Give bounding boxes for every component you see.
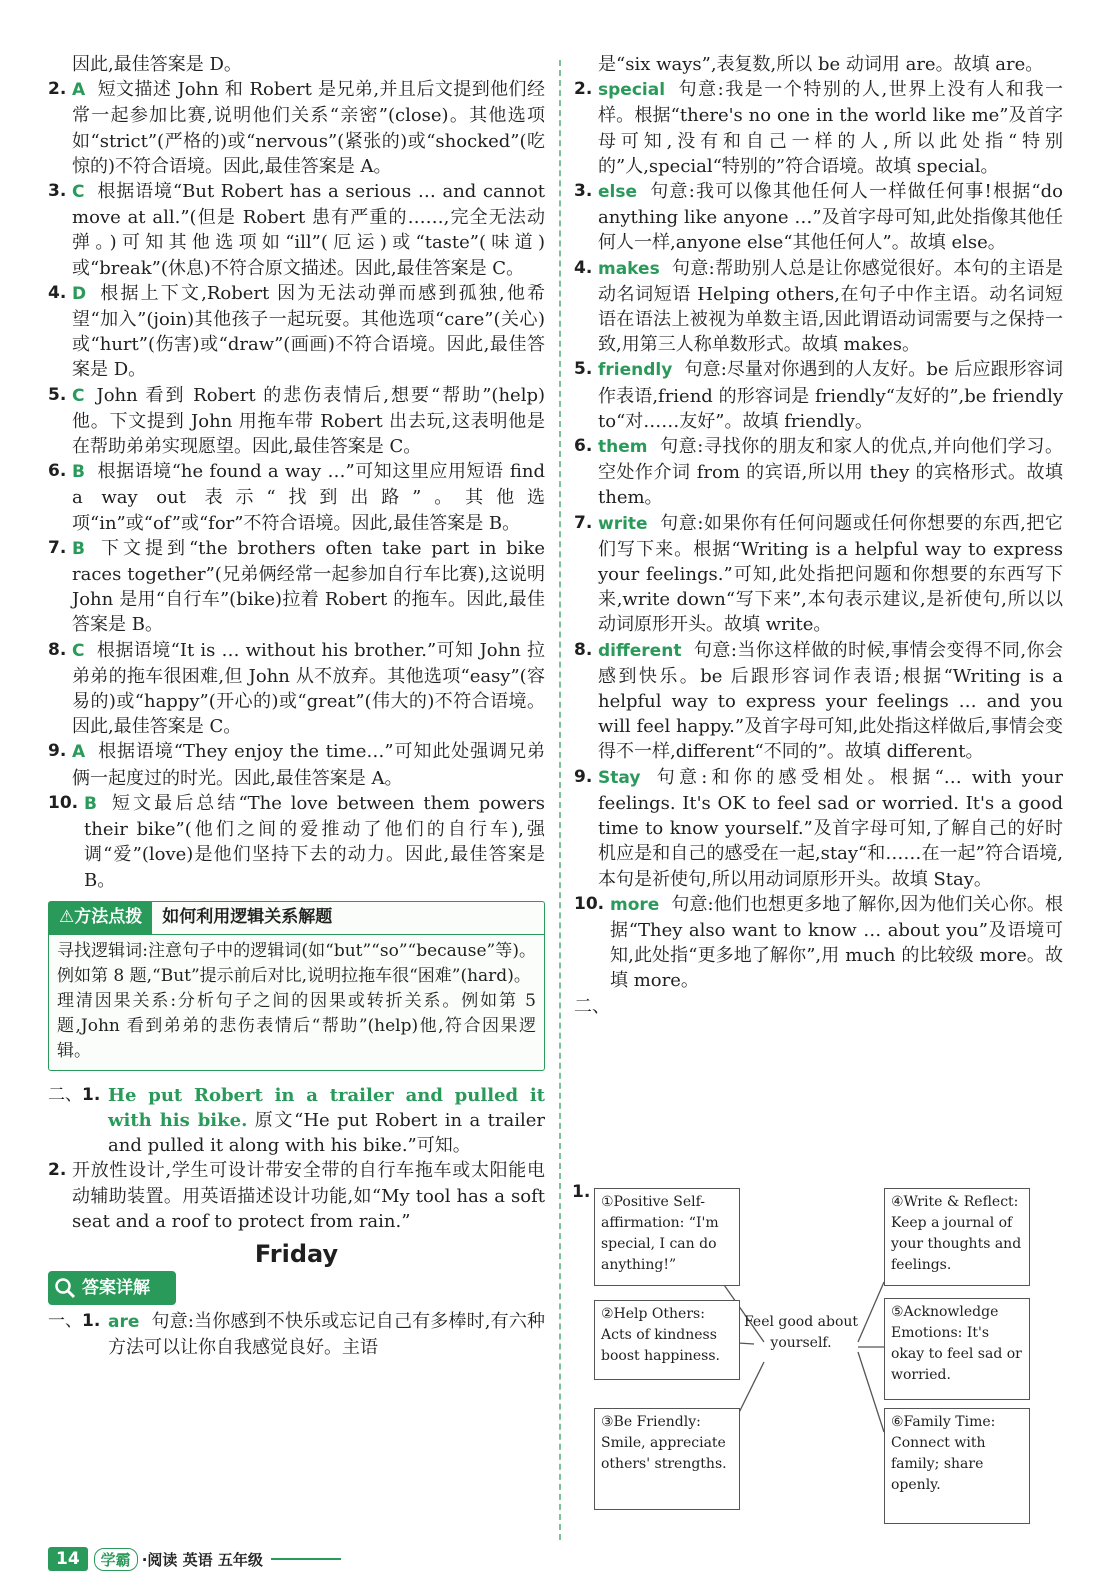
answer-letter: C [72, 182, 85, 203]
friday-item-1: 一、1. are 句意:当你感到不快乐或忘记自己有多棒时,有六种方法可以让你自我感觉良好。主语 [48, 1311, 545, 1359]
answer-item-r4: 4. makes 句意:帮助别人总是让你感觉很好。本句的主语是动名词短语 Helping others,在句子中作主语。动名词短语在语法上被视为单数主语,因此谓语动词需要与之保持一致,用第三人称单数形式。故填 makes。 [574, 257, 1063, 356]
mind-map-number: 1. [572, 1182, 591, 1202]
answer-letter: A [72, 742, 86, 763]
explanation: 句意:帮助别人总是让你感觉很好。本句的主语是动名词短语 Helping others,在句子中作主语。动名词短语在语法上被视为单数主语,因此谓语动词需要与之保持一致,用第三人称单数形式。故填 makes。 [598, 257, 1063, 356]
answer-item-r3: 3. else 句意:我可以像其他任何人一样做任何事!根据“do anything like anyone …”及首字母可知,此处指像其他任何人一样,anyone else“其他任何人”。故填 else。 [574, 181, 1063, 254]
book-title: ·阅读 英语 五年级 [141, 1550, 263, 1569]
answer-item-r10: 10. more 句意:他们也想更多地了解你,因为他们关心你。根据“They also want to know … about you”及语境可知,此处指“更多地了解你”,用 much 的比较级 more。故填 more。 [574, 893, 1063, 992]
explanation: 句意:和你的感受相处。根据“… with your feelings. It's OK to feel sad or worried. It's a good time to know yourself.”及首字母可知,了解自己的好时机应是和自己的感受在一起,stay“和……在一起”符合语境,本句是祈使句,所以用动词原形开头。故填 Stay。 [598, 766, 1063, 890]
explanation: 根据语境“They enjoy the time…”可知此处强调兄弟俩一起度过的时光。因此,最佳答案是 A。 [72, 741, 545, 789]
tip-body [49, 935, 544, 1070]
answer-letter: D [72, 283, 87, 304]
answer-item-r7: 7. write 句意:如果你有任何问题或任何你想要的东西,把它们写下来。根据“Writing is a helpful way to express your feelings.”可知,此处指把问题和你想要的东西写下来,write down“写下来”,本句表示建议,是祈使句,所以以动词原形开头。故填 write。 [574, 512, 1063, 636]
answer-word: makes [598, 258, 660, 279]
answer-word: them [598, 437, 648, 458]
tip-badge: ⚠方法点拨 [49, 902, 152, 934]
answer-letter: B [84, 793, 97, 814]
answer-item-r5: 5. friendly 句意:尽量对你遇到的人友好。be 后应跟形容词作表语,friend 的形容词是 friendly“友好的”,be friendly to“对……友好”。故填 friendly。 [574, 359, 1063, 432]
part2-explanation: 原文“He put Robert in a trailer and pulled it along with his bike.”可知。 [108, 1109, 545, 1157]
part2-item-1: 二、1. He put Robert in a trailer and pulled it with his bike. 原文“He put Robert in a trailer and pulled it along with his bike.”可知。 [48, 1084, 545, 1157]
left-column [48, 52, 545, 1361]
method-tip-box [48, 901, 545, 1071]
explanation: 句意:我可以像其他任何人一样做任何事!根据“do anything like anyone …”及首字母可知,此处指像其他任何人一样,anyone else“其他任何人”。故填 else。 [598, 181, 1063, 254]
mind-map-box-5: ⑤Acknowledge Emotions: It's okay to feel sad or worried. [884, 1298, 1030, 1400]
explanation: 句意:当你这样做的时候,事情会变得不同,你会感到快乐。be 后跟形容词作表语;根据“Writing is a helpful way to express your feelings … and you will feel happy.”及首字母可知,此处指这样做后,事情会变得不一样,different“不同的”。故填 different。 [598, 639, 1063, 763]
tip-paragraph-1: 寻找逻辑词:注意句子中的逻辑词(如“but”“so”“because”等)。例如第 8 题,“But”提示前后对比,说明拉拖车很“困难”(hard)。 [57, 940, 536, 986]
answer-letter: B [72, 538, 85, 559]
explanation: 根据语境“But Robert has a serious … and cannot move at all.”(但是 Robert 患有严重的……,完全无法动弹。)可知其他选项如“ill”(厄运)或“taste”(味道)或“break”(休息)不符合原文描述。因此,最佳答案是 C。 [72, 181, 545, 279]
answer-detail-label: 答案详解 [82, 1277, 150, 1298]
answer-letter: C [72, 385, 85, 406]
right-column [574, 52, 1063, 1019]
answer-letter: A [72, 80, 86, 101]
explanation: John 看到 Robert 的悲伤表情后,想要“帮助”(help)他。下文提到 John 用拖车带 Robert 出去玩,这表明他是在帮助弟弟实现愿望。因此,最佳答案是 C。 [72, 384, 545, 458]
left-intro: 因此,最佳答案是 D。 [72, 54, 242, 75]
explanation: 句意:当你感到不快乐或忘记自己有多棒时,有六种方法可以让你自我感觉良好。主语 [108, 1311, 545, 1359]
explanation: 下文提到“the brothers often take part in bike races together”(兄弟俩经常一起参加自行车比赛),这说明 John 是用“自行车”(bike)拉着 Robert 的拖车。因此,最佳答案是 B。 [72, 537, 545, 636]
tip-title: 如何利用逻辑关系解题 [162, 907, 333, 928]
answer-word: friendly [598, 360, 673, 381]
explanation: 短文最后总结“The love between them powers their bike”(他们之间的爱推动了他们的自行车),强调“爱”(love)是他们坚持下去的动力。因此,最佳答案是 B。 [84, 792, 545, 891]
column-divider [559, 60, 561, 1540]
answer-item-r6: 6. them 句意:寻找你的朋友和家人的优点,并向他们学习。空处作介词 from 的宾语,所以用 they 的宾格形式。故填 them。 [574, 436, 1063, 509]
answer-detail-banner [48, 1271, 176, 1305]
answer-item-5: 5. C John 看到 Robert 的悲伤表情后,想要“帮助”(help)他。下文提到 John 用拖车带 Robert 出去玩,这表明他是在帮助弟弟实现愿望。因此,最佳答案是 C。 [48, 384, 545, 458]
answer-letter: B [72, 462, 85, 483]
answer-item-r8: 8. different 句意:当你这样做的时候,事情会变得不同,你会感到快乐。be 后跟形容词作表语;根据“Writing is a helpful way to express your feelings … and you will feel happy.”及首字母可知,此处指这样做后,事情会变得不一样,different“不同的”。故填 different。 [574, 639, 1063, 763]
answer-word: more [610, 894, 660, 915]
answer-item-6: 6. B 根据语境“he found a way …”可知这里应用短语 find a way out 表示“找到出路”。其他选项“in”或“of”或“for”不符合语境。因此,最佳答案是 B。 [48, 461, 545, 534]
page-footer [48, 1544, 341, 1574]
mind-map-box-6: ⑥Family Time: Connect with family; share openly. [884, 1408, 1030, 1524]
explanation: 根据上下文,Robert 因为无法动弹而感到孤独,他希望“加入”(join)其他孩子一起玩耍。其他选项“care”(关心)或“hurt”(伤害)或“draw”(画画)不符合语境。因此,最佳答案是 D。 [72, 282, 545, 381]
explanation: 句意:我是一个特别的人,世界上没有人和我一样。根据“there's no one in the world like me”及首字母可知,没有和自己一样的人,所以此处指“特别的”人,special“特别的”符合语境。故填 special。 [598, 79, 1063, 177]
explanation: 根据语境“It is … without his brother.”可知 John 拉弟弟的拖车很困难,但 John 从不放弃。其他选项“easy”(容易的)或“happy”(开心的)或“great”(伟大的)不符合语境。因此,最佳答案是 C。 [72, 639, 545, 738]
explanation: 句意:如果你有任何问题或任何你想要的东西,把它们写下来。根据“Writing is a helpful way to express your feelings.”可知,此处指把问题和你想要的东西写下来,write down“写下来”,本句表示建议,是祈使句,所以以动词原形开头。故填 write。 [598, 512, 1063, 636]
tip-paragraph-2: 理清因果关系:分析句子之间的因果或转折关系。例如第 5 题,John 看到弟弟的悲伤表情后“帮助”(help)他,符合因果逻辑。 [57, 990, 536, 1061]
mind-map-box-2: ②Help Others: Acts of kindness boost happiness. [594, 1300, 740, 1380]
answer-letter: C [72, 640, 85, 661]
explanation: 句意:尽量对你遇到的人友好。be 后应跟形容词作表语,friend 的形容词是 friendly“友好的”,be friendly to“对……友好”。故填 friendly。 [598, 359, 1063, 432]
mind-map [574, 1182, 1044, 1532]
answer-word: write [598, 513, 648, 534]
answer-item-3: 3. C 根据语境“But Robert has a serious … and cannot move at all.”(但是 Robert 患有严重的……,完全无法动弹。)可知其他选项如“ill”(厄运)或“taste”(味道)或“break”(休息)不符合原文描述。因此,最佳答案是 C。 [48, 181, 545, 279]
search-icon [48, 1271, 82, 1305]
answer-item-8: 8. C 根据语境“It is … without his brother.”可知 John 拉弟弟的拖车很困难,但 John 从不放弃。其他选项“easy”(容易的)或“happy”(开心的)或“great”(伟大的)不符合语境。因此,最佳答案是 C。 [48, 639, 545, 738]
right-part2-label: 二、 [574, 995, 610, 1017]
explanation: 根据语境“he found a way …”可知这里应用短语 find a way out 表示“找到出路”。其他选项“in”或“of”或“for”不符合语境。因此,最佳答案是 B。 [72, 461, 545, 534]
answer-item-r9: 9. Stay 句意:和你的感受相处。根据“… with your feelings. It's OK to feel sad or worried. It's a good time to know yourself.”及首字母可知,了解自己的好时机应是和自己的感受在一起,stay“和……在一起”符合语境,本句是祈使句,所以用动词原形开头。故填 Stay。 [574, 766, 1063, 890]
brand-logo: 学霸 [94, 1548, 138, 1571]
right-intro: 是“six ways”,表复数,所以 be 动词用 are。故填 are。 [598, 54, 1044, 75]
part2-design-text: 开放性设计,学生可设计带安全带的自行车拖车或太阳能电动辅助装置。用英语描述设计功能,如“My tool has a soft seat and a roof to protect from rain.” [72, 1160, 545, 1232]
answer-word: are [108, 1312, 140, 1333]
friday-heading: Friday [254, 1239, 339, 1268]
answer-word: different [598, 640, 682, 661]
footer-rule [271, 1558, 341, 1560]
mind-map-box-4: ④Write & Reflect: Keep a journal of your thoughts and feelings. [884, 1188, 1030, 1286]
answer-item-7: 7. B 下文提到“the brothers often take part in bike races together”(兄弟俩经常一起参加自行车比赛),这说明 John 是用“自行车”(bike)拉着 Robert 的拖车。因此,最佳答案是 B。 [48, 537, 545, 636]
part2-item-2: 2. 开放性设计,学生可设计带安全带的自行车拖车或太阳能电动辅助装置。用英语描述设计功能,如“My tool has a soft seat and a roof to protect from rain.” [48, 1160, 545, 1232]
tip-header [49, 902, 544, 935]
explanation: 句意:寻找你的朋友和家人的优点,并向他们学习。空处作介词 from 的宾语,所以用 they 的宾格形式。故填 them。 [598, 436, 1063, 509]
answer-word: special [598, 80, 666, 101]
answer-word: Stay [598, 767, 641, 788]
page-number: 14 [48, 1547, 88, 1571]
explanation: 句意:他们也想更多地了解你,因为他们关心你。根据“They also want to know … about you”及语境可知,此处指“更多地了解你”,用 much 的比较级 more。故填 more。 [610, 893, 1063, 992]
answer-item-2: 2. A 短文描述 John 和 Robert 是兄弟,并且后文提到他们经常一起参加比赛,说明他们关系“亲密”(close)。其他选项如“strict”(严格的)或“nervous”(紧张的)或“shocked”(吃惊的)不符合语境。因此,最佳答案是 A。 [48, 79, 545, 177]
answer-item-9: 9. A 根据语境“They enjoy the time…”可知此处强调兄弟俩一起度过的时光。因此,最佳答案是 A。 [48, 741, 545, 789]
explanation: 短文描述 John 和 Robert 是兄弟,并且后文提到他们经常一起参加比赛,说明他们关系“亲密”(close)。其他选项如“strict”(严格的)或“nervous”(紧张的)或“shocked”(吃惊的)不符合语境。因此,最佳答案是 A。 [72, 79, 545, 177]
answer-item-4: 4. D 根据上下文,Robert 因为无法动弹而感到孤独,他希望“加入”(join)其他孩子一起玩耍。其他选项“care”(关心)或“hurt”(伤害)或“draw”(画画)不符合语境。因此,最佳答案是 D。 [48, 282, 545, 381]
mind-map-box-3: ③Be Friendly: Smile, appreciate others' strengths. [594, 1408, 740, 1510]
mind-map-center: Feel good about yourself. [743, 1314, 859, 1351]
mind-map-box-1: ①Positive Self-affirmation: “I'm special, I can do anything!” [594, 1188, 740, 1286]
answer-item-10: 10. B 短文最后总结“The love between them powers their bike”(他们之间的爱推动了他们的自行车),强调“爱”(love)是他们坚持下去的动力。因此,最佳答案是 B。 [48, 792, 545, 891]
answer-item-r2: 2. special 句意:我是一个特别的人,世界上没有人和我一样。根据“there's no one in the world like me”及首字母可知,没有和自己一样的人,所以此处指“特别的”人,special“特别的”符合语境。故填 special。 [574, 79, 1063, 177]
answer-word: else [598, 182, 638, 203]
part2-answer: He put Robert in a trailer and pulled it with his bike. [108, 1084, 545, 1131]
